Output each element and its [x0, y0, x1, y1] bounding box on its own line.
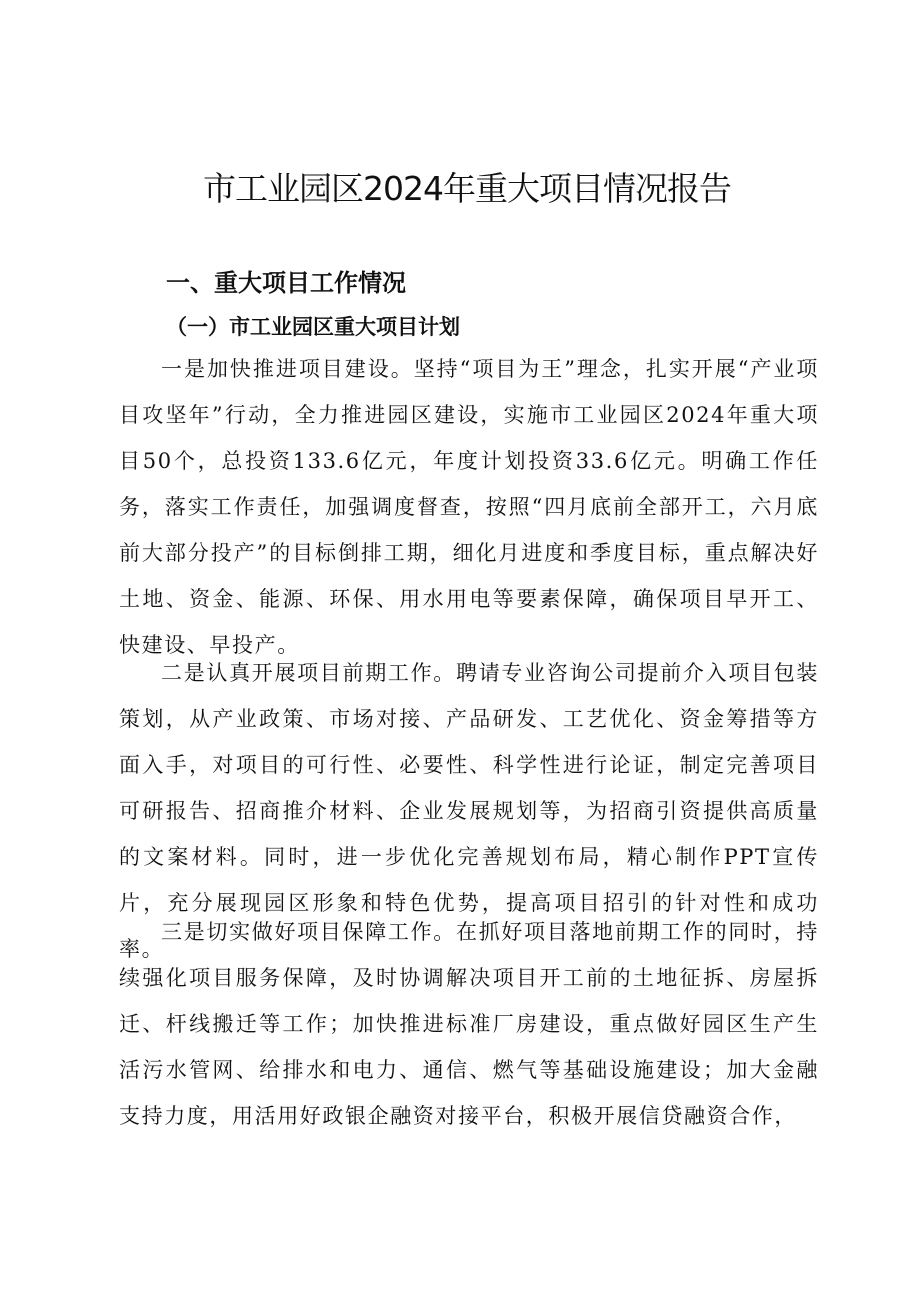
sub-heading: （一）市工业园区重大项目计划 — [166, 314, 460, 339]
paragraph-3: 三是切实做好项目保障工作。在抓好项目落地前期工作的同时，持续强化项目服务保障，及时协调解决项目开工前的土地征拆、房屋拆迁、杆线搬迁等工作；加快推进标准厂房建设，重点做好园区生产生活污水管网、给排水和电力、通信、燃气等基础设施建设；加大金融支持力度，用活用好政银企融资对接平台，积极开展信贷融资合作， — [119, 920, 819, 1128]
paragraph-1: 一是加快推进项目建设。坚持“项目为王”理念，扎实开展“产业项目攻坚年”行动，全力推进园区建设，实施市工业园区2024年重大项目50个，总投资133.6亿元，年度计划投资33.6亿元。明确工作任务，落实工作责任，加强调度督查，按照“四月底前全部开工，六月底前大部分投产”的目标倒排工期，细化月进度和季度目标，重点解决好土地、资金、能源、环保、用水用电等要素保障，确保项目早开工、快建设、早投产。 — [119, 357, 819, 657]
section-heading: 一、重大项目工作情况 — [166, 269, 406, 297]
document-title: 市工业园区2024年重大项目情况报告 — [203, 169, 731, 208]
paragraph-2: 二是认真开展项目前期工作。聘请专业咨询公司提前介入项目包装策划，从产业政策、市场对接、产品研发、工艺优化、资金筹措等方面入手，对项目的可行性、必要性、科学性进行论证，制定完善项目可研报告、招商推介材料、企业发展规划等，为招商引资提供高质量的文案材料。同时，进一步优化完善规划布局，精心制作PPT宣传片，充分展现园区形象和特色优势，提高项目招引的针对性和成功率。 — [119, 661, 819, 961]
